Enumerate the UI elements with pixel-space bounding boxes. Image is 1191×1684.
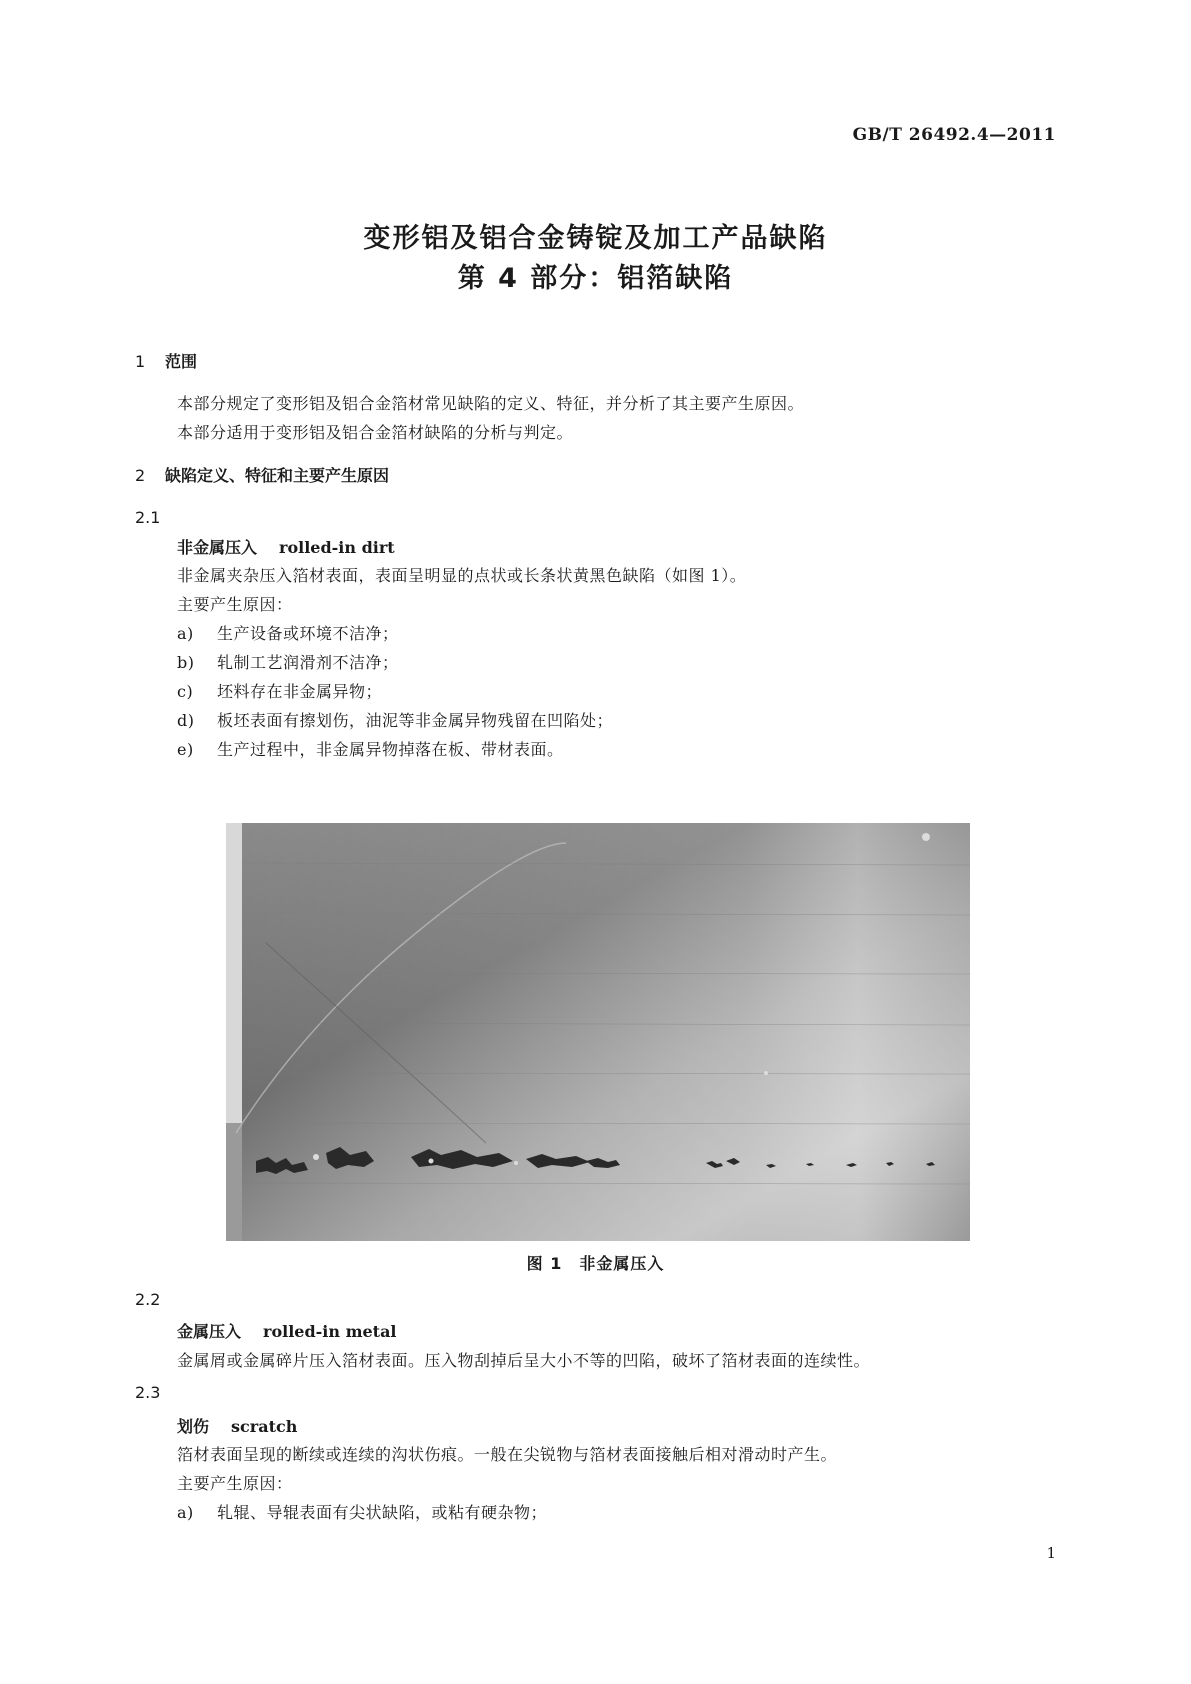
- term-2-2-title: [177, 1319, 397, 1342]
- figure-1-photo: [226, 823, 970, 1241]
- term-2-3-number: 2.3: [135, 1383, 161, 1402]
- term-2-2-en: rolled-in metal: [263, 1322, 397, 1341]
- standard-code: GB/T 26492.4—2011: [852, 125, 1056, 145]
- term-2-1-cause-a: [177, 621, 399, 644]
- term-2-3-en: scratch: [231, 1417, 298, 1436]
- section-1-paragraph-1: 本部分规定了变形铝及铝合金箔材常见缺陷的定义、特征，并分析了其主要产生原因。: [177, 394, 805, 413]
- cause-mark: a): [177, 624, 194, 643]
- term-2-1-cn: 非金属压入: [177, 538, 258, 557]
- figure-1-caption: 图 1 非金属压入: [526, 1254, 665, 1273]
- cause-mark: e): [177, 740, 194, 759]
- term-2-2-definition: 金属屑或金属碎片压入箔材表面。压入物刮掉后呈大小不等的凹陷，破坏了箔材表面的连续性。: [177, 1351, 871, 1370]
- section-2-heading: [135, 463, 389, 486]
- page-number: 1: [1046, 1544, 1056, 1562]
- cause-text: 生产过程中，非金属异物掉落在板、带材表面。: [217, 740, 564, 759]
- cause-mark: b): [177, 653, 195, 672]
- term-2-1-definition: 非金属夹杂压入箔材表面，表面呈明显的点状或长条状黄黑色缺陷（如图 1）。: [177, 566, 747, 585]
- term-2-2-number: 2.2: [135, 1290, 161, 1309]
- term-2-1-cause-d: [177, 708, 613, 731]
- term-2-1-title: [177, 535, 395, 558]
- document-title-line2: 第 4 部分：铝箔缺陷: [457, 263, 734, 294]
- cause-mark: c): [177, 682, 194, 701]
- cause-text: 坯料存在非金属异物；: [217, 682, 383, 701]
- section-1-heading: [135, 349, 197, 372]
- section-2-title: 缺陷定义、特征和主要产生原因: [165, 466, 390, 485]
- cause-mark: a): [177, 1503, 194, 1522]
- document-title-line1: 变形铝及铝合金铸锭及加工产品缺陷: [363, 223, 828, 254]
- term-2-3-definition: 箔材表面呈现的断续或连续的沟状伤痕。一般在尖锐物与箔材表面接触后相对滑动时产生。: [177, 1445, 838, 1464]
- section-1-number: 1: [135, 352, 146, 371]
- term-2-2-cn: 金属压入: [177, 1322, 242, 1341]
- term-2-1-causes-label: 主要产生原因：: [177, 595, 293, 614]
- term-2-3-cn: 划伤: [177, 1417, 210, 1436]
- term-2-1-cause-e: [177, 737, 564, 760]
- cause-text: 生产设备或环境不洁净；: [217, 624, 399, 643]
- term-2-3-title: [177, 1414, 297, 1437]
- term-2-3-causes-label: 主要产生原因：: [177, 1474, 293, 1493]
- term-2-1-number: 2.1: [135, 508, 161, 527]
- section-2-number: 2: [135, 466, 146, 485]
- term-2-3-cause-a: [177, 1500, 547, 1523]
- cause-text: 板坯表面有擦划伤，油泥等非金属异物残留在凹陷处；: [217, 711, 614, 730]
- term-2-1-cause-b: [177, 650, 399, 673]
- section-1-title: 范围: [165, 352, 198, 371]
- cause-text: 轧制工艺润滑剂不洁净；: [217, 653, 399, 672]
- figure-1-image: [226, 823, 970, 1241]
- term-2-1-en: rolled-in dirt: [279, 538, 395, 557]
- cause-text: 轧辊、导辊表面有尖状缺陷，或粘有硬杂物；: [217, 1503, 548, 1522]
- section-1-paragraph-2: 本部分适用于变形铝及铝合金箔材缺陷的分析与判定。: [177, 423, 574, 442]
- term-2-1-cause-c: [177, 679, 382, 702]
- cause-mark: d): [177, 711, 195, 730]
